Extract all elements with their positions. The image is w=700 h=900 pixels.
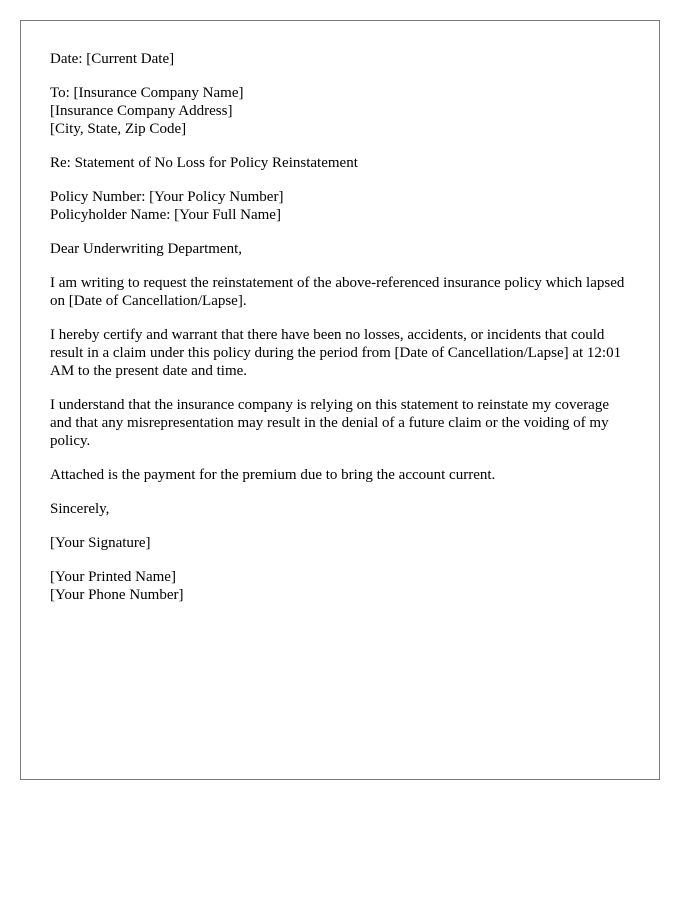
paragraph-no-loss-certification: I hereby certify and warrant that there have been no losses, accidents, or incidents that could result in a claim under this policy during the period from [Date of Cancellation/Lapse] at 12:01 AM to the present date and time. — [50, 327, 622, 379]
letter-body — [50, 50, 630, 620]
recipient-name: To: [Insurance Company Name] — [50, 85, 244, 101]
phone-number: [Your Phone Number] — [50, 587, 184, 603]
date-block — [50, 50, 630, 68]
signature-block — [50, 534, 630, 552]
date-line: Date: [Current Date] — [50, 51, 175, 67]
subject-block — [50, 154, 630, 172]
signature-placeholder: [Your Signature] — [50, 535, 151, 551]
policyholder-name: Policyholder Name: [Your Full Name] — [50, 207, 281, 223]
signer-block — [50, 568, 630, 604]
closing: Sincerely, — [50, 501, 110, 517]
paragraph-reinstatement-request: I am writing to request the reinstatement of the above-referenced insurance policy which lapsed on [Date of Cancellation/Lapse]. — [50, 275, 625, 309]
policy-number: Policy Number: [Your Policy Number] — [50, 189, 284, 205]
subject-line: Re: Statement of No Loss for Policy Reinstatement — [50, 155, 358, 171]
closing-block — [50, 500, 630, 518]
paragraph-payment-attached: Attached is the payment for the premium due to bring the account current. — [50, 467, 496, 483]
salutation: Dear Underwriting Department, — [50, 241, 243, 257]
recipient-block — [50, 84, 630, 138]
salutation-block — [50, 240, 630, 258]
paragraph-reliance-statement: I understand that the insurance company is relying on this statement to reinstate my coverage and that any misrepresentation may result in the denial of a future claim or the voiding of my policy. — [50, 397, 609, 449]
recipient-address: [Insurance Company Address] — [50, 103, 233, 119]
letter-frame — [20, 20, 660, 780]
printed-name: [Your Printed Name] — [50, 569, 176, 585]
policy-block — [50, 188, 630, 224]
recipient-city-state-zip: [City, State, Zip Code] — [50, 121, 187, 137]
